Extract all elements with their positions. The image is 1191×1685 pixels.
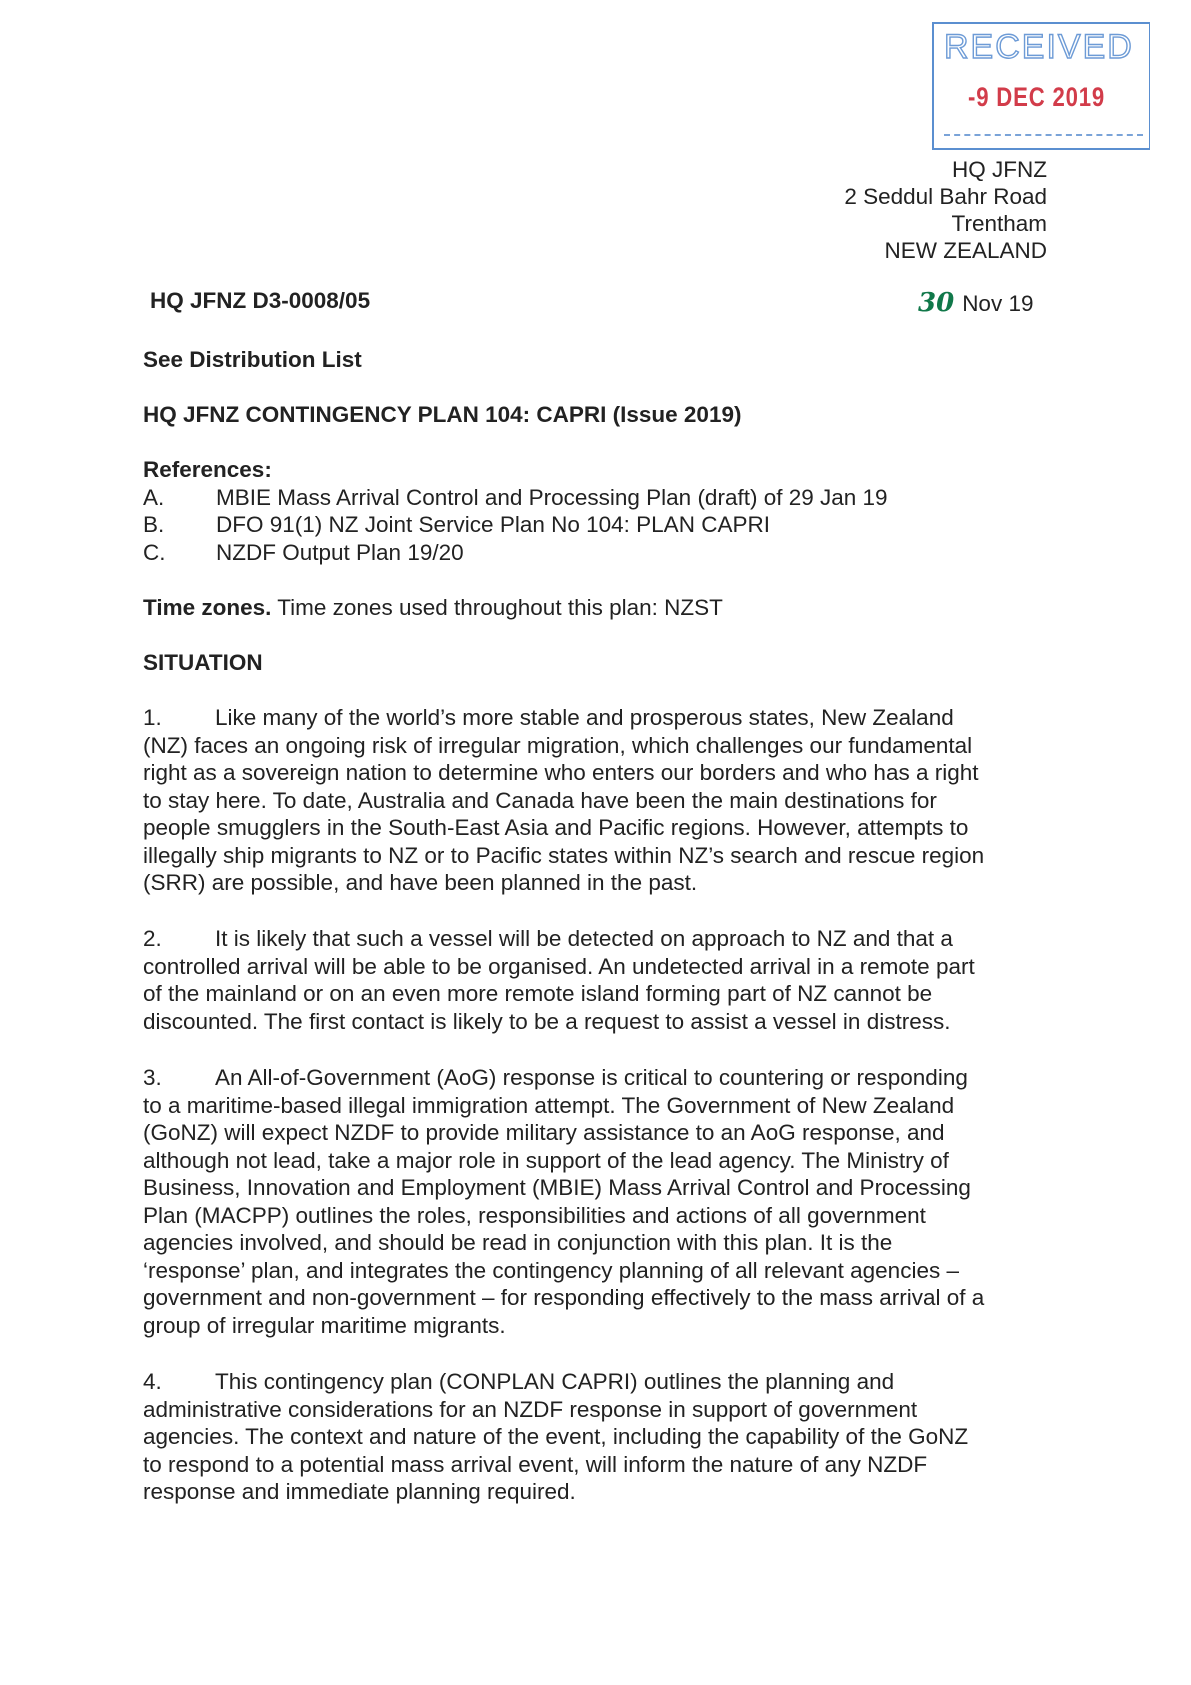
reference-text: NZDF Output Plan 19/20 — [216, 539, 464, 565]
stamp-title: RECEIVED — [944, 28, 1134, 66]
addressee: See Distribution List — [143, 347, 362, 372]
paragraph-line: group of irregular maritime migrants. — [143, 1312, 506, 1338]
paragraph-line: (GoNZ) will expect NZDF to provide military assistance to an AoG response, and — [143, 1120, 945, 1145]
paragraph-line: response and immediate planning required. — [143, 1479, 576, 1504]
paragraph-number: 1. — [143, 705, 162, 730]
paragraph-line — [143, 1064, 1048, 1092]
paragraph-line — [143, 704, 1048, 732]
paragraph-line: Plan (MACPP) outlines the roles, responsibilities and actions of all government — [143, 1202, 926, 1228]
stamp-date: -9 DEC 2019 — [968, 82, 1106, 112]
date-month-year: Nov 19 — [962, 291, 1034, 316]
paragraph-line: to a maritime-based illegal immigration attempt. The Government of New Zealand — [143, 1092, 955, 1118]
address-line: 2 Seddul Bahr Road — [844, 184, 1047, 209]
paragraph-line: (SRR) are possible, and have been planned in the past. — [143, 870, 698, 895]
paragraph-line — [143, 925, 1048, 953]
paragraph-text: This contingency plan (CONPLAN CAPRI) outlines the planning and — [215, 1369, 895, 1394]
paragraph-3 — [143, 1064, 1048, 1339]
address-line: HQ JFNZ — [952, 157, 1047, 182]
reference-item — [143, 511, 1048, 539]
reference-letter: C. — [143, 539, 166, 565]
paragraph-line: (NZ) faces an ongoing risk of irregular migration, which challenges our fundamental — [143, 732, 973, 758]
paragraph-line: government and non-government – for responding effectively to the mass arrival of a — [143, 1285, 985, 1310]
reference-letter: B. — [143, 512, 165, 537]
reference-item — [143, 539, 1048, 567]
paragraph-line: agencies. The context and nature of the event, including the capability of the GoNZ — [143, 1424, 969, 1449]
reference-letter: A. — [143, 484, 165, 510]
document-date — [918, 288, 1033, 318]
paragraph-line: to stay here. To date, Australia and Canada have been the main destinations for — [143, 787, 937, 813]
paragraph-line: right as a sovereign nation to determine who enters our borders and who has a right — [143, 760, 979, 785]
time-zones-line — [143, 594, 1048, 622]
references-block — [143, 456, 1048, 566]
paragraph-line: controlled arrival will be able to be organised. An undetected arrival in a remote part — [143, 953, 975, 979]
paragraph-line: discounted. The first contact is likely to be a request to assist a vessel in distress. — [143, 1008, 951, 1034]
file-reference: HQ JFNZ D3-0008/05 — [150, 288, 371, 313]
handwritten-day: 30 — [918, 288, 955, 318]
paragraph-4 — [143, 1368, 1048, 1506]
paragraph-line: Business, Innovation and Employment (MBIE) Mass Arrival Control and Processing — [143, 1175, 971, 1200]
paragraph-text: An All-of-Government (AoG) response is critical to countering or responding — [215, 1065, 968, 1090]
section-heading: SITUATION — [143, 650, 263, 675]
paragraph-line: illegally ship migrants to NZ or to Pacific states within NZ’s search and rescue region — [143, 842, 985, 868]
paragraph-text: Like many of the world’s more stable and prosperous states, New Zealand — [215, 705, 954, 730]
address-line: NEW ZEALAND — [884, 238, 1047, 263]
sender-address — [844, 156, 1047, 264]
paragraph-line: people smugglers in the South-East Asia and Pacific regions. However, attempts to — [143, 815, 969, 840]
time-zones-text: Time zones used throughout this plan: NZST — [271, 595, 723, 620]
reference-item — [143, 484, 1048, 512]
paragraph-line: although not lead, take a major role in support of the lead agency. The Ministry of — [143, 1147, 949, 1173]
address-line: Trentham — [951, 211, 1047, 236]
paragraph-number: 2. — [143, 926, 162, 951]
time-zones-label: Time zones. — [143, 595, 272, 620]
reference-text: MBIE Mass Arrival Control and Processing Plan (draft) of 29 Jan 19 — [216, 484, 888, 510]
paragraph-line: agencies involved, and should be read in conjunction with this plan. It is the — [143, 1230, 893, 1255]
paragraph-number: 4. — [143, 1369, 162, 1394]
paragraph-line — [143, 1368, 1048, 1396]
references-heading: References: — [143, 457, 272, 482]
paragraph-line: ‘response’ plan, and integrates the contingency planning of all relevant agencies – — [143, 1257, 959, 1283]
paragraph-line: of the mainland or on an even more remote island forming part of NZ cannot be — [143, 981, 933, 1006]
stamp-dashed-line — [944, 134, 1143, 136]
paragraph-line: administrative considerations for an NZDF response in support of government — [143, 1396, 918, 1422]
paragraph-line: to respond to a potential mass arrival event, will inform the nature of any NZDF — [143, 1451, 928, 1477]
paragraph-number: 3. — [143, 1065, 162, 1090]
paragraph-2 — [143, 925, 1048, 1035]
subject-title: HQ JFNZ CONTINGENCY PLAN 104: CAPRI (Issue 2019) — [143, 402, 742, 427]
reference-text: DFO 91(1) NZ Joint Service Plan No 104: PLAN CAPRI — [216, 512, 770, 537]
received-stamp — [932, 22, 1150, 150]
paragraph-1 — [143, 704, 1048, 897]
paragraph-text: It is likely that such a vessel will be detected on approach to NZ and that a — [215, 926, 953, 951]
